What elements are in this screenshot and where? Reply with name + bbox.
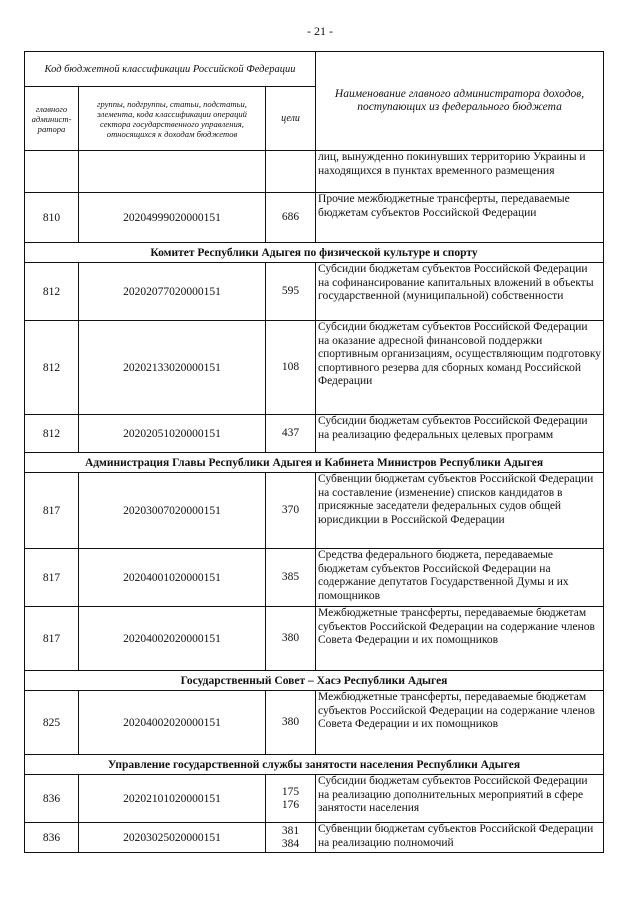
classification-code-cell: 20204002020000151 <box>79 691 266 755</box>
goal-code-cell: 380 <box>266 607 316 671</box>
goal-code-cell: 381 384 <box>266 823 316 853</box>
section-title: Администрация Главы Республики Адыгея и Кабинета Министров Республики Адыгея <box>25 453 604 473</box>
table-row <box>25 607 604 671</box>
name-column-header: Наименование главного администратора доходов, поступающих из федерального бюджета <box>316 52 604 151</box>
section-title: Государственный Совет – Хасэ Республики Адыгея <box>25 671 604 691</box>
table-row <box>25 691 604 755</box>
goal-code-cell: 108 <box>266 321 316 415</box>
classification-code-cell: 20202133020000151 <box>79 321 266 415</box>
name-cell: Субвенции бюджетам субъектов Российской Федерации на реализацию полномочий <box>316 823 604 853</box>
admin-column-header: главного админист-ратора <box>25 87 79 151</box>
admin-code-cell: 825 <box>25 691 79 755</box>
name-cell: Прочие межбюджетные трансферты, передаваемые бюджетам субъектов Российской Федерации <box>316 193 604 243</box>
goal-code-cell: 370 <box>266 473 316 549</box>
admin-code-cell: 812 <box>25 263 79 321</box>
name-cell: Средства федерального бюджета, передаваемые бюджетам субъектов Российской Федерации на содержание депутатов Государственной Думы и их помощников <box>316 549 604 607</box>
table-body <box>25 151 604 853</box>
admin-code-cell: 812 <box>25 321 79 415</box>
goal-code-cell: 380 <box>266 691 316 755</box>
classification-code-cell: 20202077020000151 <box>79 263 266 321</box>
section-title: Управление государственной службы занятости населения Республики Адыгея <box>25 755 604 775</box>
section-title: Комитет Республики Адыгея по физической культуре и спорту <box>25 243 604 263</box>
name-cell: Субсидии бюджетам субъектов Российской Федерации на оказание адресной финансовой поддержки спортивным организациям, осуществляющим подготовку спортивного резерва для сборных команд Российской Федерации <box>316 321 604 415</box>
kbk-header: Код бюджетной классификации Российской Федерации <box>25 52 316 87</box>
admin-code-cell: 836 <box>25 775 79 823</box>
goal-code-cell: 175 176 <box>266 775 316 823</box>
table-row <box>25 193 604 243</box>
admin-code-cell: 817 <box>25 607 79 671</box>
classification-code-cell: 20204002020000151 <box>79 607 266 671</box>
goal-column-header: цели <box>266 87 316 151</box>
table-row <box>25 775 604 823</box>
classification-code-cell: 20202051020000151 <box>79 415 266 453</box>
goal-code-cell: 437 <box>266 415 316 453</box>
name-cell: Субсидии бюджетам субъектов Российской Федерации на софинансирование капитальных вложений в объекты государственной (муниципальной) собственности <box>316 263 604 321</box>
classification-code-cell: 20204999020000151 <box>79 193 266 243</box>
table-row <box>25 473 604 549</box>
name-cell: Субсидии бюджетам субъектов Российской Федерации на реализацию федеральных целевых программ <box>316 415 604 453</box>
page-number: - 21 - <box>307 24 333 38</box>
classification-code-cell: 20202101020000151 <box>79 775 266 823</box>
goal-code-cell: 385 <box>266 549 316 607</box>
section-row <box>25 453 604 473</box>
admin-code-cell: 817 <box>25 473 79 549</box>
admin-code-cell: 812 <box>25 415 79 453</box>
classification-code-cell: 20204001020000151 <box>79 549 266 607</box>
classification-code-cell <box>79 151 266 193</box>
section-row <box>25 243 604 263</box>
name-cell: Межбюджетные трансферты, передаваемые бюджетам субъектов Российской Федерации на содержание членов Совета Федерации и их помощников <box>316 691 604 755</box>
goal-code-cell: 686 <box>266 193 316 243</box>
section-row <box>25 755 604 775</box>
code-column-header: группы, подгруппы, статьи, подстатьи, элемента, кода классификации операций сектора государственного управления, относящихся к доходам бюджетов <box>79 87 266 151</box>
budget-classification-table <box>24 51 604 853</box>
classification-code-cell: 20203025020000151 <box>79 823 266 853</box>
table-row <box>25 823 604 853</box>
table-row <box>25 263 604 321</box>
table-row <box>25 151 604 193</box>
admin-code-cell <box>25 151 79 193</box>
goal-code-cell <box>266 151 316 193</box>
table-row <box>25 415 604 453</box>
classification-code-cell: 20203007020000151 <box>79 473 266 549</box>
admin-code-cell: 810 <box>25 193 79 243</box>
admin-code-cell: 836 <box>25 823 79 853</box>
table-row <box>25 549 604 607</box>
name-cell: лиц, вынужденно покинувших территорию Украины и находящихся в пунктах временного размещения <box>316 151 604 193</box>
name-cell: Субвенции бюджетам субъектов Российской Федерации на составление (изменение) списков кандидатов в присяжные заседатели федеральных судов общей юрисдикции в Российской Федерации <box>316 473 604 549</box>
table-row <box>25 321 604 415</box>
section-row <box>25 671 604 691</box>
name-cell: Субсидии бюджетам субъектов Российской Федерации на реализацию дополнительных мероприятий в сфере занятости населения <box>316 775 604 823</box>
name-cell: Межбюджетные трансферты, передаваемые бюджетам субъектов Российской Федерации на содержание членов Совета Федерации и их помощников <box>316 607 604 671</box>
goal-code-cell: 595 <box>266 263 316 321</box>
admin-code-cell: 817 <box>25 549 79 607</box>
